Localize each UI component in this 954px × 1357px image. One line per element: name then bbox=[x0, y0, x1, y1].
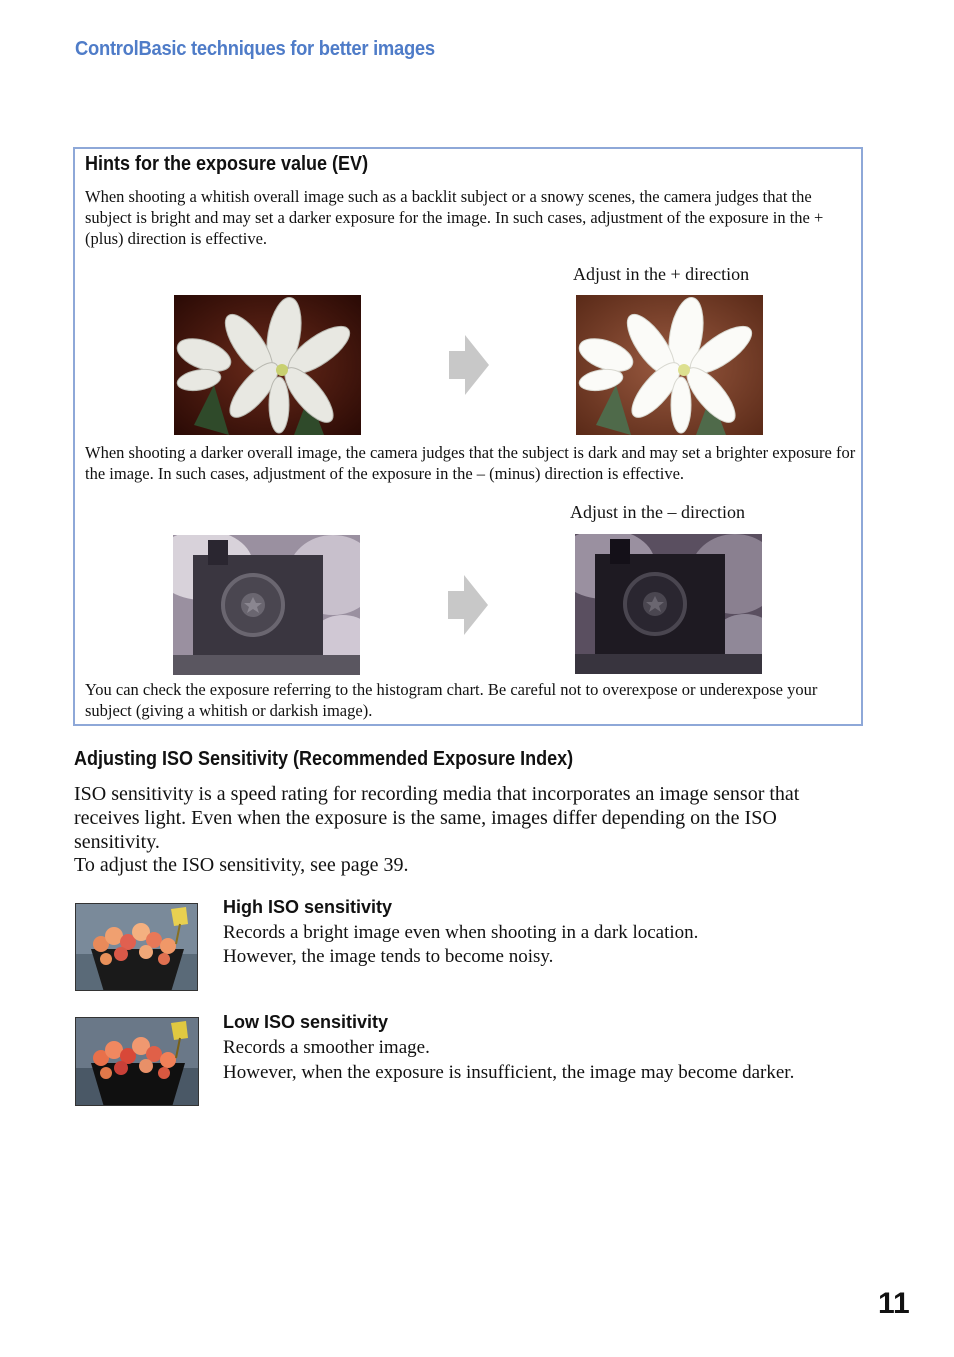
lily-photo-before bbox=[174, 295, 361, 435]
lily-photo-after bbox=[576, 295, 763, 435]
arrow-right-icon bbox=[449, 335, 489, 395]
plus-direction-caption: Adjust in the + direction bbox=[573, 264, 750, 284]
section-header-title: ControlBasic techniques for better images bbox=[75, 38, 435, 60]
low-iso-line1: Records a smoother image. bbox=[223, 1037, 430, 1058]
low-iso-thumbnail bbox=[75, 1017, 199, 1106]
high-iso-thumbnail bbox=[75, 903, 198, 991]
iso-intro-text: ISO sensitivity is a speed rating for recording media that incorporates an image sensor that receives light. Even when the exposure is the same, images differ depending on the ISO sensitivity. bbox=[74, 783, 800, 853]
hints-paragraph-bright: When shooting a whitish overall image such as a backlit subject or a snowy scenes, the camera judges that the subject is bright and may set a darker exposure for the image. In such cases, adjustment of the exposure in the + (plus) direction is effective. bbox=[85, 187, 824, 248]
train-photo-after bbox=[575, 534, 762, 674]
high-iso-line2: However, the image tends to become noisy. bbox=[223, 946, 554, 967]
high-iso-line1: Records a bright image even when shooting in a dark location. bbox=[223, 922, 699, 943]
low-iso-line2: However, when the exposure is insufficient, the image may become darker. bbox=[223, 1062, 795, 1083]
hints-paragraph-dark: When shooting a darker overall image, the camera judges that the subject is dark and may set a brighter exposure for the image. In such cases, adjustment of the exposure in the – (minus) direction is effective. bbox=[85, 443, 856, 483]
iso-section-heading: Adjusting ISO Sensitivity (Recommended Exposure Index) bbox=[74, 748, 574, 770]
train-photo-before bbox=[173, 535, 360, 675]
arrow-right-icon bbox=[448, 575, 488, 635]
iso-see-page-text: To adjust the ISO sensitivity, see page 39. bbox=[74, 854, 409, 876]
high-iso-title: High ISO sensitivity bbox=[223, 897, 393, 917]
page-number: 11 bbox=[878, 1287, 910, 1320]
hints-paragraph-histogram: You can check the exposure referring to the histogram chart. Be careful not to overexpose or underexpose your subject (giving a whitish or darkish image). bbox=[85, 680, 818, 720]
minus-direction-caption: Adjust in the – direction bbox=[570, 502, 745, 522]
hints-heading: Hints for the exposure value (EV) bbox=[85, 153, 369, 175]
low-iso-title: Low ISO sensitivity bbox=[223, 1012, 389, 1032]
